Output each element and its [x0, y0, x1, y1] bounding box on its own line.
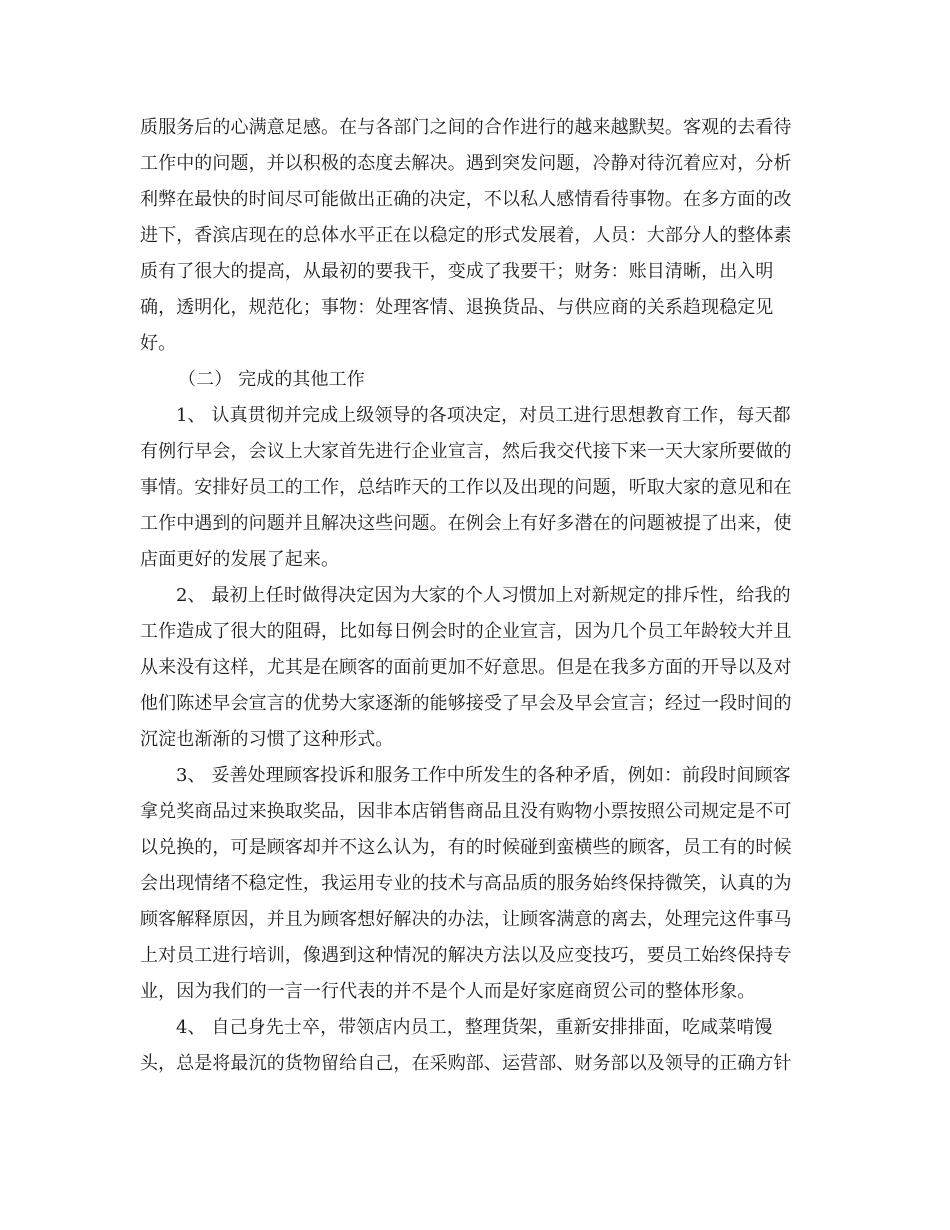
paragraph-line: 工作造成了很大的阻碍，比如每日例会时的企业宣言，因为几个员工年龄较大并且 — [140, 621, 792, 642]
paragraph-line: 工作中遇到的问题并且解决这些问题。在例会上有好多潜在的问题被提了出来，使 — [140, 513, 792, 534]
paragraph-line: 进下，香滨店现在的总体水平正在以稳定的形式发展着，人员：大部分人的整体素 — [140, 225, 792, 246]
section-heading: （二） 完成的其他工作 — [178, 369, 365, 390]
paragraph-line: 质服务后的心满意足感。在与各部门之间的合作进行的越来越默契。客观的去看待 — [140, 117, 792, 138]
paragraph-line: 有例行早会，会议上大家首先进行企业宣言，然后我交代接下来一天大家所要做的 — [140, 441, 792, 462]
paragraph-line: 拿兑奖商品过来换取奖品，因非本店销售商品且没有购物小票按照公司规定是不可 — [140, 801, 792, 822]
paragraph-line: 从来没有这样，尤其是在顾客的面前更加不好意思。但是在我多方面的开导以及对 — [140, 657, 792, 678]
paragraph-line: 会出现情绪不稳定性，我运用专业的技术与高品质的服务始终保持微笑，认真的为 — [140, 873, 792, 894]
paragraph-line: 1、 认真贯彻并完成上级领导的各项决定，对员工进行思想教育工作，每天都 — [176, 405, 791, 426]
paragraph-line: 以兑换的，可是顾客却并不这么认为，有的时候碰到蛮横些的顾客，员工有的时候 — [140, 837, 792, 858]
paragraph-line: 工作中的问题，并以积极的态度去解决。遇到突发问题，冷静对待沉着应对，分析 — [140, 153, 792, 174]
paragraph-line: 沉淀也渐渐的习惯了这种形式。 — [140, 729, 394, 750]
paragraph-line: 利弊在最快的时间尽可能做出正确的决定，不以私人感情看待事物。在多方面的改 — [140, 189, 792, 210]
paragraph-line: 店面更好的发展了起来。 — [140, 549, 340, 570]
paragraph-line: 顾客解释原因，并且为顾客想好解决的办法，让顾客满意的离去，处理完这件事马 — [140, 909, 792, 930]
paragraph-line: 3、 妥善处理顾客投诉和服务工作中所发生的各种矛盾，例如：前段时间顾客 — [176, 765, 791, 786]
paragraph-line: 好。 — [140, 333, 177, 354]
paragraph-line: 2、 最初上任时做得决定因为大家的个人习惯加上对新规定的排斥性，给我的 — [176, 585, 791, 606]
paragraph-line: 4、 自己身先士卒，带领店内员工，整理货架，重新安排排面，吃咸菜啃馒 — [176, 1017, 773, 1038]
paragraph-line: 确，透明化，规范化；事物：处理客情、退换货品、与供应商的关系趋现稳定见 — [140, 297, 774, 318]
paragraph-line: 业，因为我们的一言一行代表的并不是个人而是好家庭商贸公司的整体形象。 — [140, 981, 756, 1002]
paragraph-line: 他们陈述早会宣言的优势大家逐渐的能够接受了早会及早会宣言；经过一段时间的 — [140, 693, 792, 714]
paragraph-line: 事情。安排好员工的工作，总结昨天的工作以及出现的问题，听取大家的意见和在 — [140, 477, 792, 498]
paragraph-line: 质有了很大的提高，从最初的要我干，变成了我要干；财务：账目清晰，出入明 — [140, 261, 774, 282]
paragraph-line: 头，总是将最沉的货物留给自己，在采购部、运营部、财务部以及领导的正确方针 — [140, 1053, 792, 1074]
paragraph-line: 上对员工进行培训，像遇到这种情况的解决方法以及应变技巧，要员工始终保持专 — [140, 945, 792, 966]
